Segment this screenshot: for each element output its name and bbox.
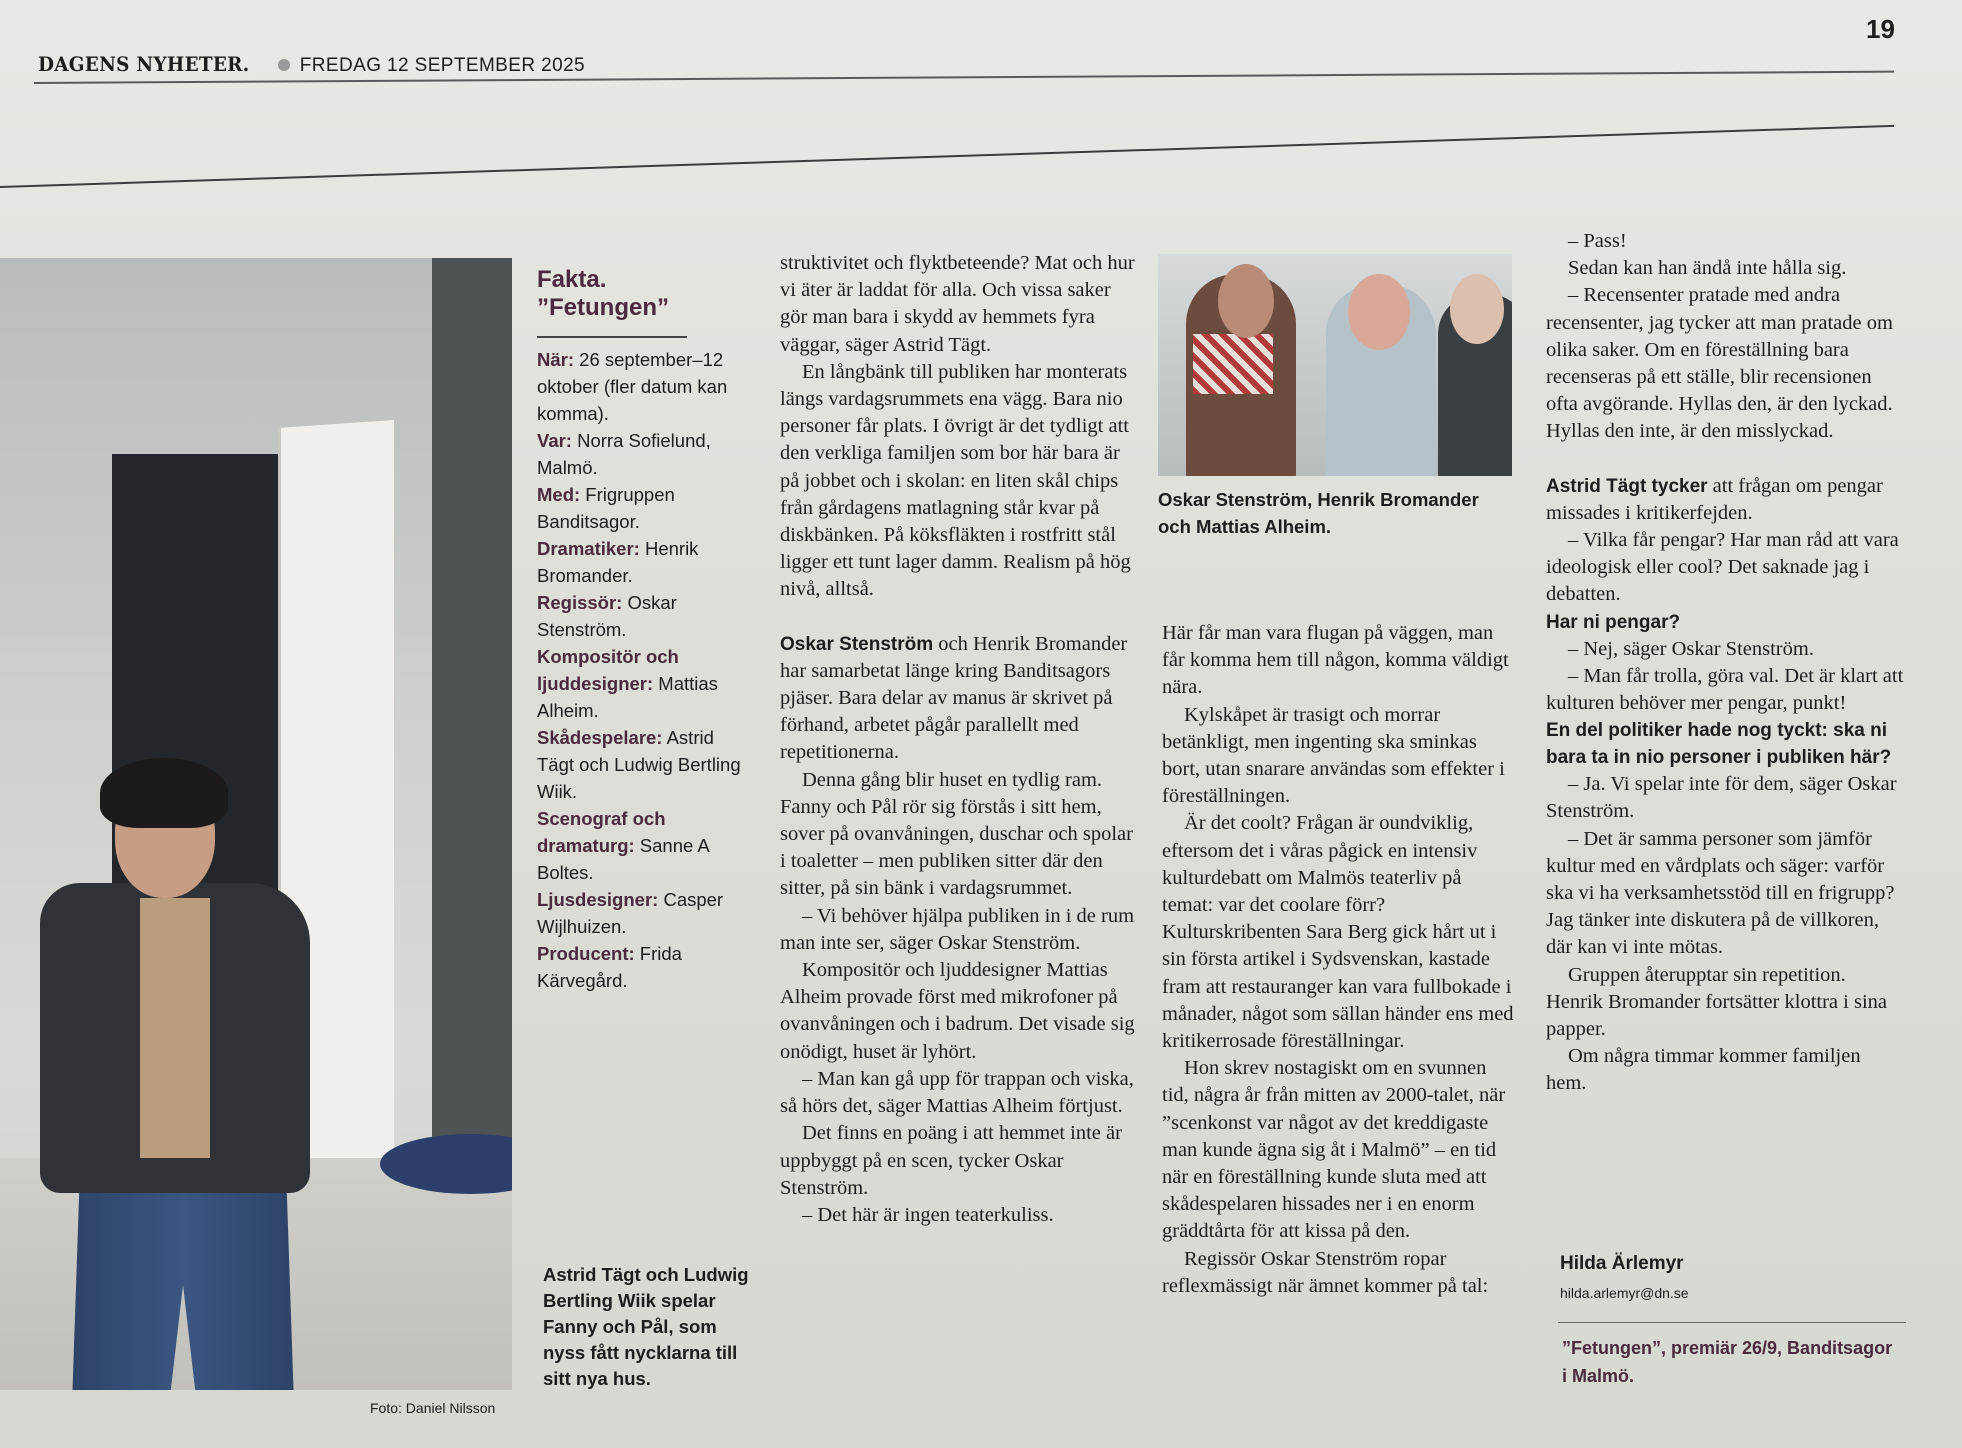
- facts-value: Henrik Bromander.: [537, 538, 699, 586]
- paragraph: Regissör Oskar Stenström ropar reflexmässigt när ämnet kommer på tal:: [1162, 1247, 1489, 1297]
- facts-item: [537, 886, 743, 940]
- paragraph: Sedan kan han ändå inte hålla sig.: [1568, 257, 1847, 280]
- interview-question: En del politiker hade nog tyckt: ska ni bara ta in nio personer i publiken här?: [1546, 720, 1892, 769]
- facts-item: [537, 589, 743, 643]
- scarf: [1193, 334, 1273, 394]
- separator-dot-icon: [278, 59, 290, 71]
- paragraph: – Vi behöver hjälpa publiken in i de rum man inte ser, säger Oskar Stenström.: [780, 904, 1135, 954]
- facts-item: [537, 481, 743, 535]
- article-column-1: [780, 250, 1135, 1229]
- photo-credit: Foto: Daniel Nilsson: [370, 1400, 496, 1416]
- facts-item: [537, 643, 743, 724]
- facts-label: Kompositör och ljuddesigner:: [537, 646, 679, 694]
- facts-label: Dramatiker:: [537, 538, 640, 559]
- paragraph: Kompositör och ljuddesigner Mattias Alheim provade först med mikrofoner på ovanvåningen och i badrum. Det visade sig onödigt, huset är lyhört.: [780, 959, 1135, 1063]
- facts-item: [537, 535, 743, 589]
- person-shirt: [140, 898, 210, 1158]
- paragraph: Kylskåpet är trasigt och morrar betänkligt, men ingenting ska sminkas bort, utan snarare användas som effekter i föreställningen.: [1162, 703, 1505, 808]
- facts-item: [537, 346, 743, 427]
- dateline: FREDAG 12 SEPTEMBER 2025: [299, 55, 585, 76]
- masthead: [38, 52, 585, 77]
- section-rule: [0, 125, 1894, 188]
- facts-value: Oskar Stenström.: [537, 592, 677, 640]
- facts-label: Regissör:: [537, 592, 623, 613]
- paragraph: – Vilka får pengar? Har man råd att vara ideologisk eller cool? Det saknade jag i debatten.: [1546, 529, 1899, 606]
- facts-label: Med:: [537, 484, 581, 505]
- facts-item: [537, 805, 743, 886]
- facts-label: Scenograf och dramaturg:: [537, 808, 666, 856]
- facts-box: [537, 266, 743, 994]
- footnote-rule: [1558, 1322, 1906, 1323]
- person-hair: [100, 758, 228, 828]
- page-number: 19: [1866, 14, 1895, 44]
- lead-in: Oskar Stenström: [780, 633, 934, 655]
- paragraph: Är det coolt? Frågan är oundviklig, eftersom det i våras pågick en intensiv kulturdebatt om Malmös teaterliv på temat: var det coolare förr? Kulturskribenten Sara Berg gick hårt ut i sin första artikel i Sydsvenskan, kastade fram att restauranger kan vara fullbokade i månader, något som sällan händer ens med kritikerrosade föreställningar.: [1162, 812, 1514, 1053]
- paragraph: – Man får trolla, göra val. Det är klart att kulturen behöver mer pengar, punkt!: [1546, 664, 1904, 715]
- article-column-2: [1162, 620, 1517, 1300]
- author-name: Hilda Ärlemyr: [1560, 1253, 1684, 1274]
- facts-label: När:: [537, 349, 575, 370]
- lead-in: Astrid Tägt tycker: [1546, 475, 1708, 497]
- facts-value: Frida Kärvegård.: [537, 943, 682, 991]
- paragraph-text: att frågan om pengar missades i kritikerfejden.: [1546, 474, 1883, 524]
- group-photo-caption: Oskar Stenström, Henrik Bromander och Mattias Alheim.: [1158, 489, 1479, 537]
- facts-value: 26 september–12 oktober (fler datum kan komma).: [537, 349, 728, 424]
- byline: [1560, 1250, 1689, 1308]
- person-right-head: [1450, 274, 1504, 344]
- paragraph-text: och Henrik Bromander har samarbetat länge kring Banditsagors pjäser. Bara delar av manus är skrivet på förhand, arbetet pågår parallellt med repetitionerna.: [780, 632, 1128, 764]
- facts-title-name: ”Fetungen”: [537, 294, 669, 321]
- paragraph: – Det här är ingen teaterkuliss.: [802, 1203, 1054, 1226]
- person-left-head: [1218, 264, 1274, 338]
- facts-label: Ljusdesigner:: [537, 889, 659, 910]
- paragraph: struktivitet och flyktbeteende? Mat och hur vi äter är laddat för alla. Och vissa saker gör man bara i skydd av hemmets fyra väggar, säger Astrid Tägt.: [780, 252, 1135, 356]
- main-photo-caption: Astrid Tägt och Ludwig Bertling Wiik spelar Fanny och Pål, som nyss fått nycklarna till sitt nya hus.: [543, 1264, 749, 1389]
- facts-rule: [537, 336, 687, 338]
- facts-item: [537, 940, 743, 994]
- paragraph: – Man kan gå upp för trappan och viska, så hörs det, säger Mattias Alheim förtjust.: [780, 1067, 1134, 1118]
- person-middle-head: [1348, 274, 1410, 350]
- author-email[interactable]: hilda.arlemyr@dn.se: [1560, 1285, 1689, 1301]
- facts-value: Mattias Alheim.: [537, 673, 718, 721]
- paragraph: En långbänk till publiken har monterats längs vardagsrummets ena vägg. Bara nio personer får plats. I övrigt är det tydligt att den verkliga familjen som bor här bara är på jobbet och i skolan: en liten skål chips från gårdagens matlagning står kvar på diskbänken. På köksfläkten i rostfritt stål ligger ett tunt lager damm. Realism på hög nivå, alltså.: [780, 360, 1131, 601]
- paragraph: Här får man vara flugan på väggen, man får komma hem till någon, komma väldigt nära.: [1162, 622, 1509, 699]
- facts-value: Sanne A Boltes.: [537, 835, 709, 883]
- paragraph: – Nej, säger Oskar Stenström.: [1568, 637, 1814, 660]
- paragraph: Denna gång blir huset en tydlig ram. Fanny och Pål rör sig förstås i sitt hem, sover på ovanvåningen, duschar och spolar i toaletter – men publiken sitter där den sitter, på sin bänk i vardagsrummet.: [780, 768, 1133, 900]
- paragraph: Gruppen återupptar sin repetition. Henrik Bromander fortsätter klottra i sina papper.: [1546, 963, 1887, 1041]
- paragraph: – Recensenter pratade med andra recensenter, jag tycker att man pratade om olika saker. Om en föreställning bara recenseras på ett ställe, blir recensionen ofta avgörande. Hyllas den, är den lyckad. Hyllas den inte, är den misslyckad.: [1546, 284, 1893, 443]
- facts-title: [537, 266, 743, 322]
- paragraph: – Ja. Vi spelar inte för dem, säger Oskar Stenström.: [1546, 773, 1897, 823]
- facts-item: [537, 724, 743, 805]
- facts-label: Skådespelare:: [537, 727, 663, 748]
- newspaper-logo: DAGENS NYHETER.: [38, 52, 250, 76]
- facts-value: Astrid Tägt och Ludwig Bertling Wiik.: [537, 727, 741, 802]
- facts-value: Frigruppen Banditsagor.: [537, 484, 675, 532]
- interview-question: Har ni pengar?: [1546, 611, 1681, 633]
- paragraph: – Det är samma personer som jämför kultur med en vårdplats och säger: varför ska vi ha verksamhetsstöd till en frigrupp? Jag tänker inte diskutera på de villkoren, där kan vi inte mötas.: [1546, 827, 1895, 959]
- facts-list: [537, 346, 743, 994]
- paragraph: Hon skrev nostagiskt om en svunnen tid, några år från mitten av 2000-talet, när ”scenkonst var något av det kreddigaste man kunde ägna sig åt i Malmö” – en tid när en föreställning kunde sluta med att skådespelaren hissades ner i en enorm gräddtårta för att kissa på den.: [1162, 1057, 1506, 1243]
- facts-title-label: Fakta.: [537, 266, 607, 293]
- facts-label: Producent:: [537, 943, 635, 964]
- paragraph: – Pass!: [1568, 230, 1627, 252]
- paragraph: Om några timmar kommer familjen hem.: [1546, 1045, 1861, 1095]
- paragraph: [1546, 473, 1906, 527]
- paragraph: Det finns en poäng i att hemmet inte är uppbyggt på en scen, tycker Oskar Stenström.: [780, 1122, 1122, 1199]
- facts-item: [537, 427, 743, 481]
- paragraph: [780, 631, 1135, 767]
- facts-value: Norra Sofielund, Malmö.: [537, 430, 711, 478]
- facts-value: Casper Wijlhuizen.: [537, 889, 724, 937]
- premiere-footnote: ”Fetungen”, premiär 26/9, Banditsagor i Malmö.: [1562, 1338, 1893, 1386]
- group-photo: [1158, 254, 1512, 476]
- main-photo: [0, 258, 512, 1390]
- article-column-3: [1546, 228, 1906, 1098]
- facts-label: Var:: [537, 430, 572, 451]
